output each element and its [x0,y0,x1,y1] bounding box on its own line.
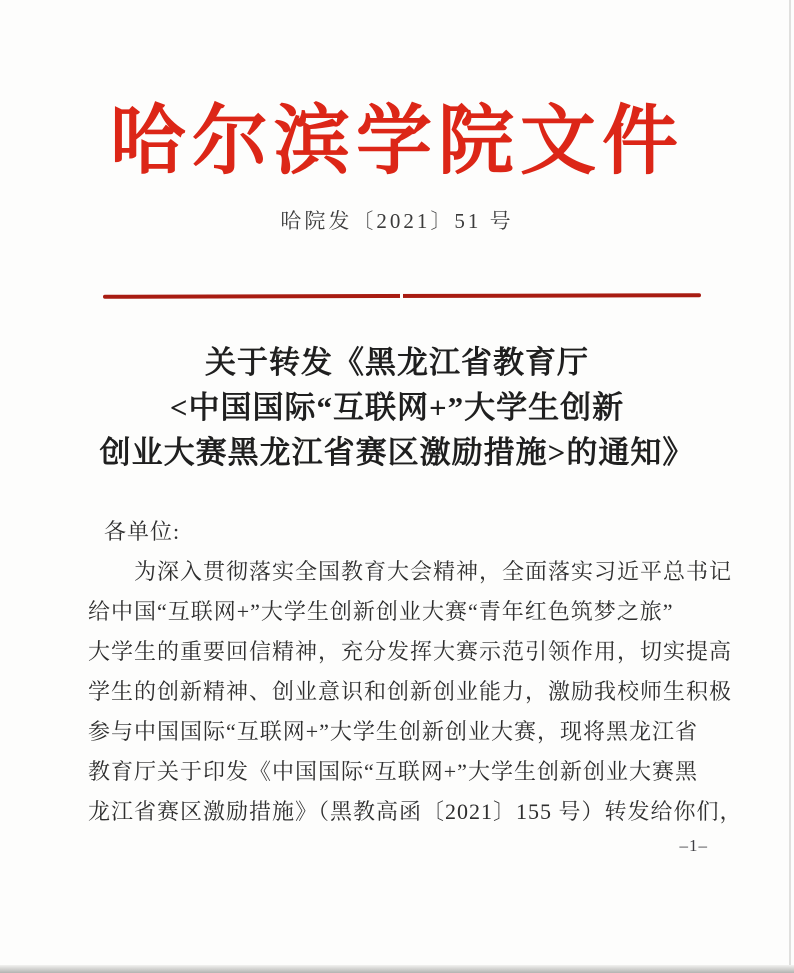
document-body [88,512,743,832]
body-line: 参与中国国际“互联网+”大学生创新创业大赛，现将黑龙江省 [88,719,698,744]
document-title-line-2: <中国国际“互联网+”大学生创新 [169,390,625,425]
doc-number: 哈院发〔2021〕51 号 [280,209,514,233]
body-line: 给中国“互联网+”大学生创新创业大赛“青年红色筑梦之旅” [88,599,674,624]
body-line: 教育厅关于印发《中国国际“互联网+”大学生创新创业大赛黑 [88,759,698,784]
body-line: 大学生的重要回信精神，充分发挥大赛示范引领作用，切实提高 [88,639,733,664]
body-line: 学生的创新精神、创业意识和创新创业能力，激励我校师生积极 [88,679,733,704]
scan-bottom-shadow [0,965,794,973]
salutation: 各单位: [104,519,181,544]
body-line: 龙江省赛区激励措施》（黑教高函〔2021〕155 号）转发给你们， [88,799,743,824]
body-line: 为深入贯彻落实全国教育大会精神，全面落实习近平总书记 [88,559,733,584]
document-title-line-1: 关于转发《黑龙江省教育厅 [205,345,589,380]
page-number: –1– [679,836,708,855]
document-title [0,340,794,475]
letterhead-org-title: 哈尔滨学院文件 [110,100,684,184]
scan-right-edge [789,0,791,973]
red-divider-line [103,293,701,299]
document-title-line-3: 创业大赛黑龙江省赛区激励措施>的通知》 [99,435,695,470]
